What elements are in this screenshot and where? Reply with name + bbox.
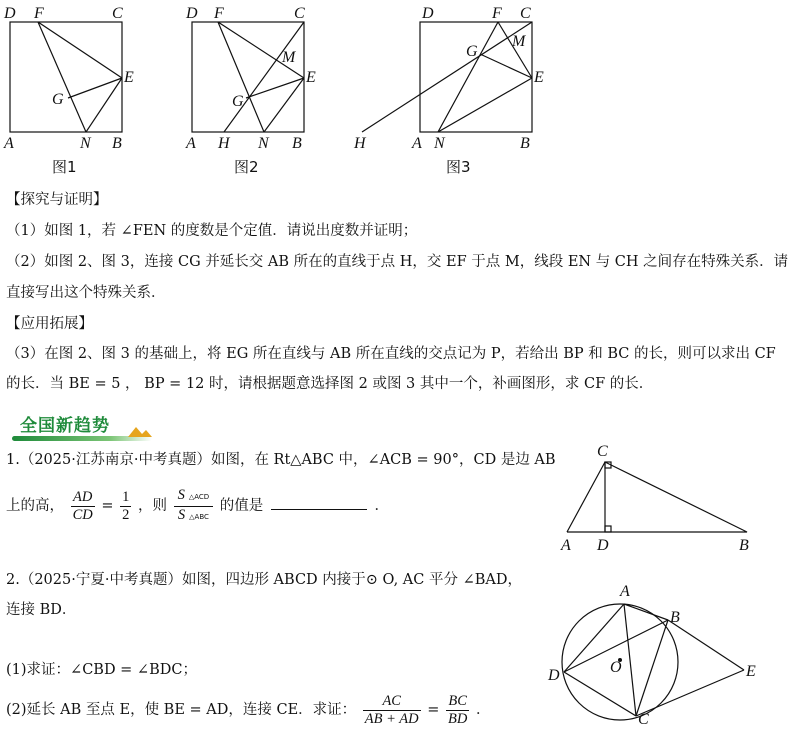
- label-M: M: [282, 49, 296, 66]
- question-2-line-1: （2）如图 2、图 3，连接 CG 并延长交 AB 所在的直线于点 H，交 EF 于点 M，线段 EN 与 CH 之间存在特殊关系．请: [6, 254, 789, 270]
- trend-banner: [8, 408, 148, 442]
- label-D: D: [422, 5, 434, 22]
- section-apply: 【应用拓展】: [6, 316, 93, 332]
- label-N: N: [80, 135, 91, 152]
- label-E: E: [306, 69, 316, 86]
- area-sub: △ACD: [188, 492, 210, 501]
- fraction-ad-cd: [71, 489, 95, 524]
- label-A: A: [186, 135, 196, 152]
- label-E: E: [124, 69, 134, 86]
- equals-sign: =: [427, 702, 440, 718]
- p1-text-a: 上的高，: [6, 498, 64, 514]
- label-O: O: [610, 659, 622, 676]
- label-F: F: [214, 5, 224, 22]
- label-H: H: [354, 135, 366, 152]
- p2-text-a: (2)延长 AB 至点 E，使 BE = AD，连接 CE．求证：: [6, 702, 357, 718]
- fraction-area-ratio: [174, 487, 214, 526]
- figure-3-svg: [350, 0, 550, 180]
- frac-den: CD: [72, 506, 93, 523]
- frac-num: 1: [122, 488, 130, 505]
- label-B: B: [520, 135, 530, 152]
- square: [10, 22, 122, 132]
- triangle-svg: [555, 440, 775, 560]
- label-B: B: [292, 135, 302, 152]
- figure-1: [0, 0, 140, 180]
- label-A: A: [412, 135, 422, 152]
- frac-num: BC: [446, 693, 469, 711]
- equals-sign: =: [101, 498, 114, 514]
- problem-1-line-1: 1.（2025·江苏南京·中考真题）如图，在 Rt△ABC 中，∠ACB = 90°，CD 是边 AB: [6, 452, 556, 468]
- area-s: S: [177, 486, 185, 503]
- p2-text-end: ．: [475, 702, 491, 718]
- figure-2-svg: [180, 0, 330, 180]
- frac-den: [174, 507, 214, 526]
- label-G: G: [52, 91, 64, 108]
- caption: 图2: [234, 158, 259, 176]
- p1-text-b: ，则: [138, 498, 167, 514]
- answer-blank[interactable]: [271, 495, 367, 510]
- label-F: F: [492, 5, 502, 22]
- label-A: A: [620, 583, 630, 600]
- label-C: C: [638, 711, 649, 728]
- label-E: E: [534, 69, 544, 86]
- caption: 图1: [52, 158, 77, 176]
- frac-num: [174, 487, 214, 507]
- frac-den: 2: [122, 506, 130, 523]
- label-C: C: [112, 5, 123, 22]
- figure-3: [350, 0, 550, 180]
- label-D: D: [186, 5, 198, 22]
- caption: 图3: [446, 158, 471, 176]
- question-3-line-1: （3）在图 2、图 3 的基础上，将 EG 所在直线与 AB 所在直线的交点记为 P，若给出 BP 和 BC 的长，则可以求出 CF: [6, 346, 776, 362]
- question-1: （1）如图 1，若 ∠FEN 的度数是个定值．请说出度数并证明；: [6, 223, 418, 239]
- label-B: B: [739, 537, 749, 554]
- label-C: C: [597, 443, 608, 460]
- problem-1-figure: [555, 440, 775, 560]
- label-G: G: [466, 43, 478, 60]
- label-A: A: [4, 135, 14, 152]
- fraction-left: [363, 693, 421, 728]
- label-M: M: [512, 33, 526, 50]
- area-sub: △ABC: [189, 512, 209, 521]
- label-F: F: [34, 5, 44, 22]
- label-N: N: [434, 135, 445, 152]
- label-D: D: [597, 537, 609, 554]
- fraction-right: [446, 693, 469, 728]
- area-s: S: [177, 506, 186, 523]
- label-C: C: [294, 5, 305, 22]
- frac-num: AD: [71, 489, 95, 507]
- label-N: N: [258, 135, 269, 152]
- p1-text-c: 的值是: [219, 498, 264, 514]
- frac-den: BD: [448, 710, 468, 727]
- label-E: E: [746, 663, 756, 680]
- label-B: B: [112, 135, 122, 152]
- label-G: G: [232, 93, 244, 110]
- circle-svg: [540, 580, 780, 730]
- problem-2-figure: [540, 580, 780, 730]
- label-D: D: [4, 5, 16, 22]
- figure-2: [180, 0, 330, 180]
- p1-text-end: ．: [374, 498, 390, 514]
- label-D: D: [548, 667, 560, 684]
- section-explore: 【探究与证明】: [6, 192, 108, 208]
- figure-1-svg: [0, 0, 140, 180]
- label-H: H: [218, 135, 230, 152]
- banner-title: 全国新趋势: [20, 416, 110, 436]
- question-3-line-2: 的长．当 BE = 5 ， BP = 12 时，请根据题意选择图 2 或图 3 其中一个，补画图形，求 CF 的长．: [6, 376, 654, 392]
- problem-2-line-2: 连接 BD．: [6, 602, 77, 618]
- frac-num: AC: [363, 693, 421, 711]
- label-C: C: [520, 5, 531, 22]
- problem-1-line-2: [6, 486, 389, 526]
- label-A: A: [561, 537, 571, 554]
- problem-2-part-2: [6, 690, 490, 730]
- question-2-line-2: 直接写出这个特殊关系．: [6, 285, 166, 301]
- fraction-one-half: [120, 489, 131, 524]
- problem-2-line-1: 2.（2025·宁夏·中考真题）如图，四边形 ABCD 内接于⊙ O, AC 平分 ∠BAD，: [6, 572, 522, 588]
- mountain-icon: [126, 424, 154, 438]
- frac-den: AB + AD: [364, 710, 419, 727]
- label-B: B: [670, 609, 680, 626]
- problem-2-part-1: (1)求证：∠CBD = ∠BDC；: [6, 662, 197, 678]
